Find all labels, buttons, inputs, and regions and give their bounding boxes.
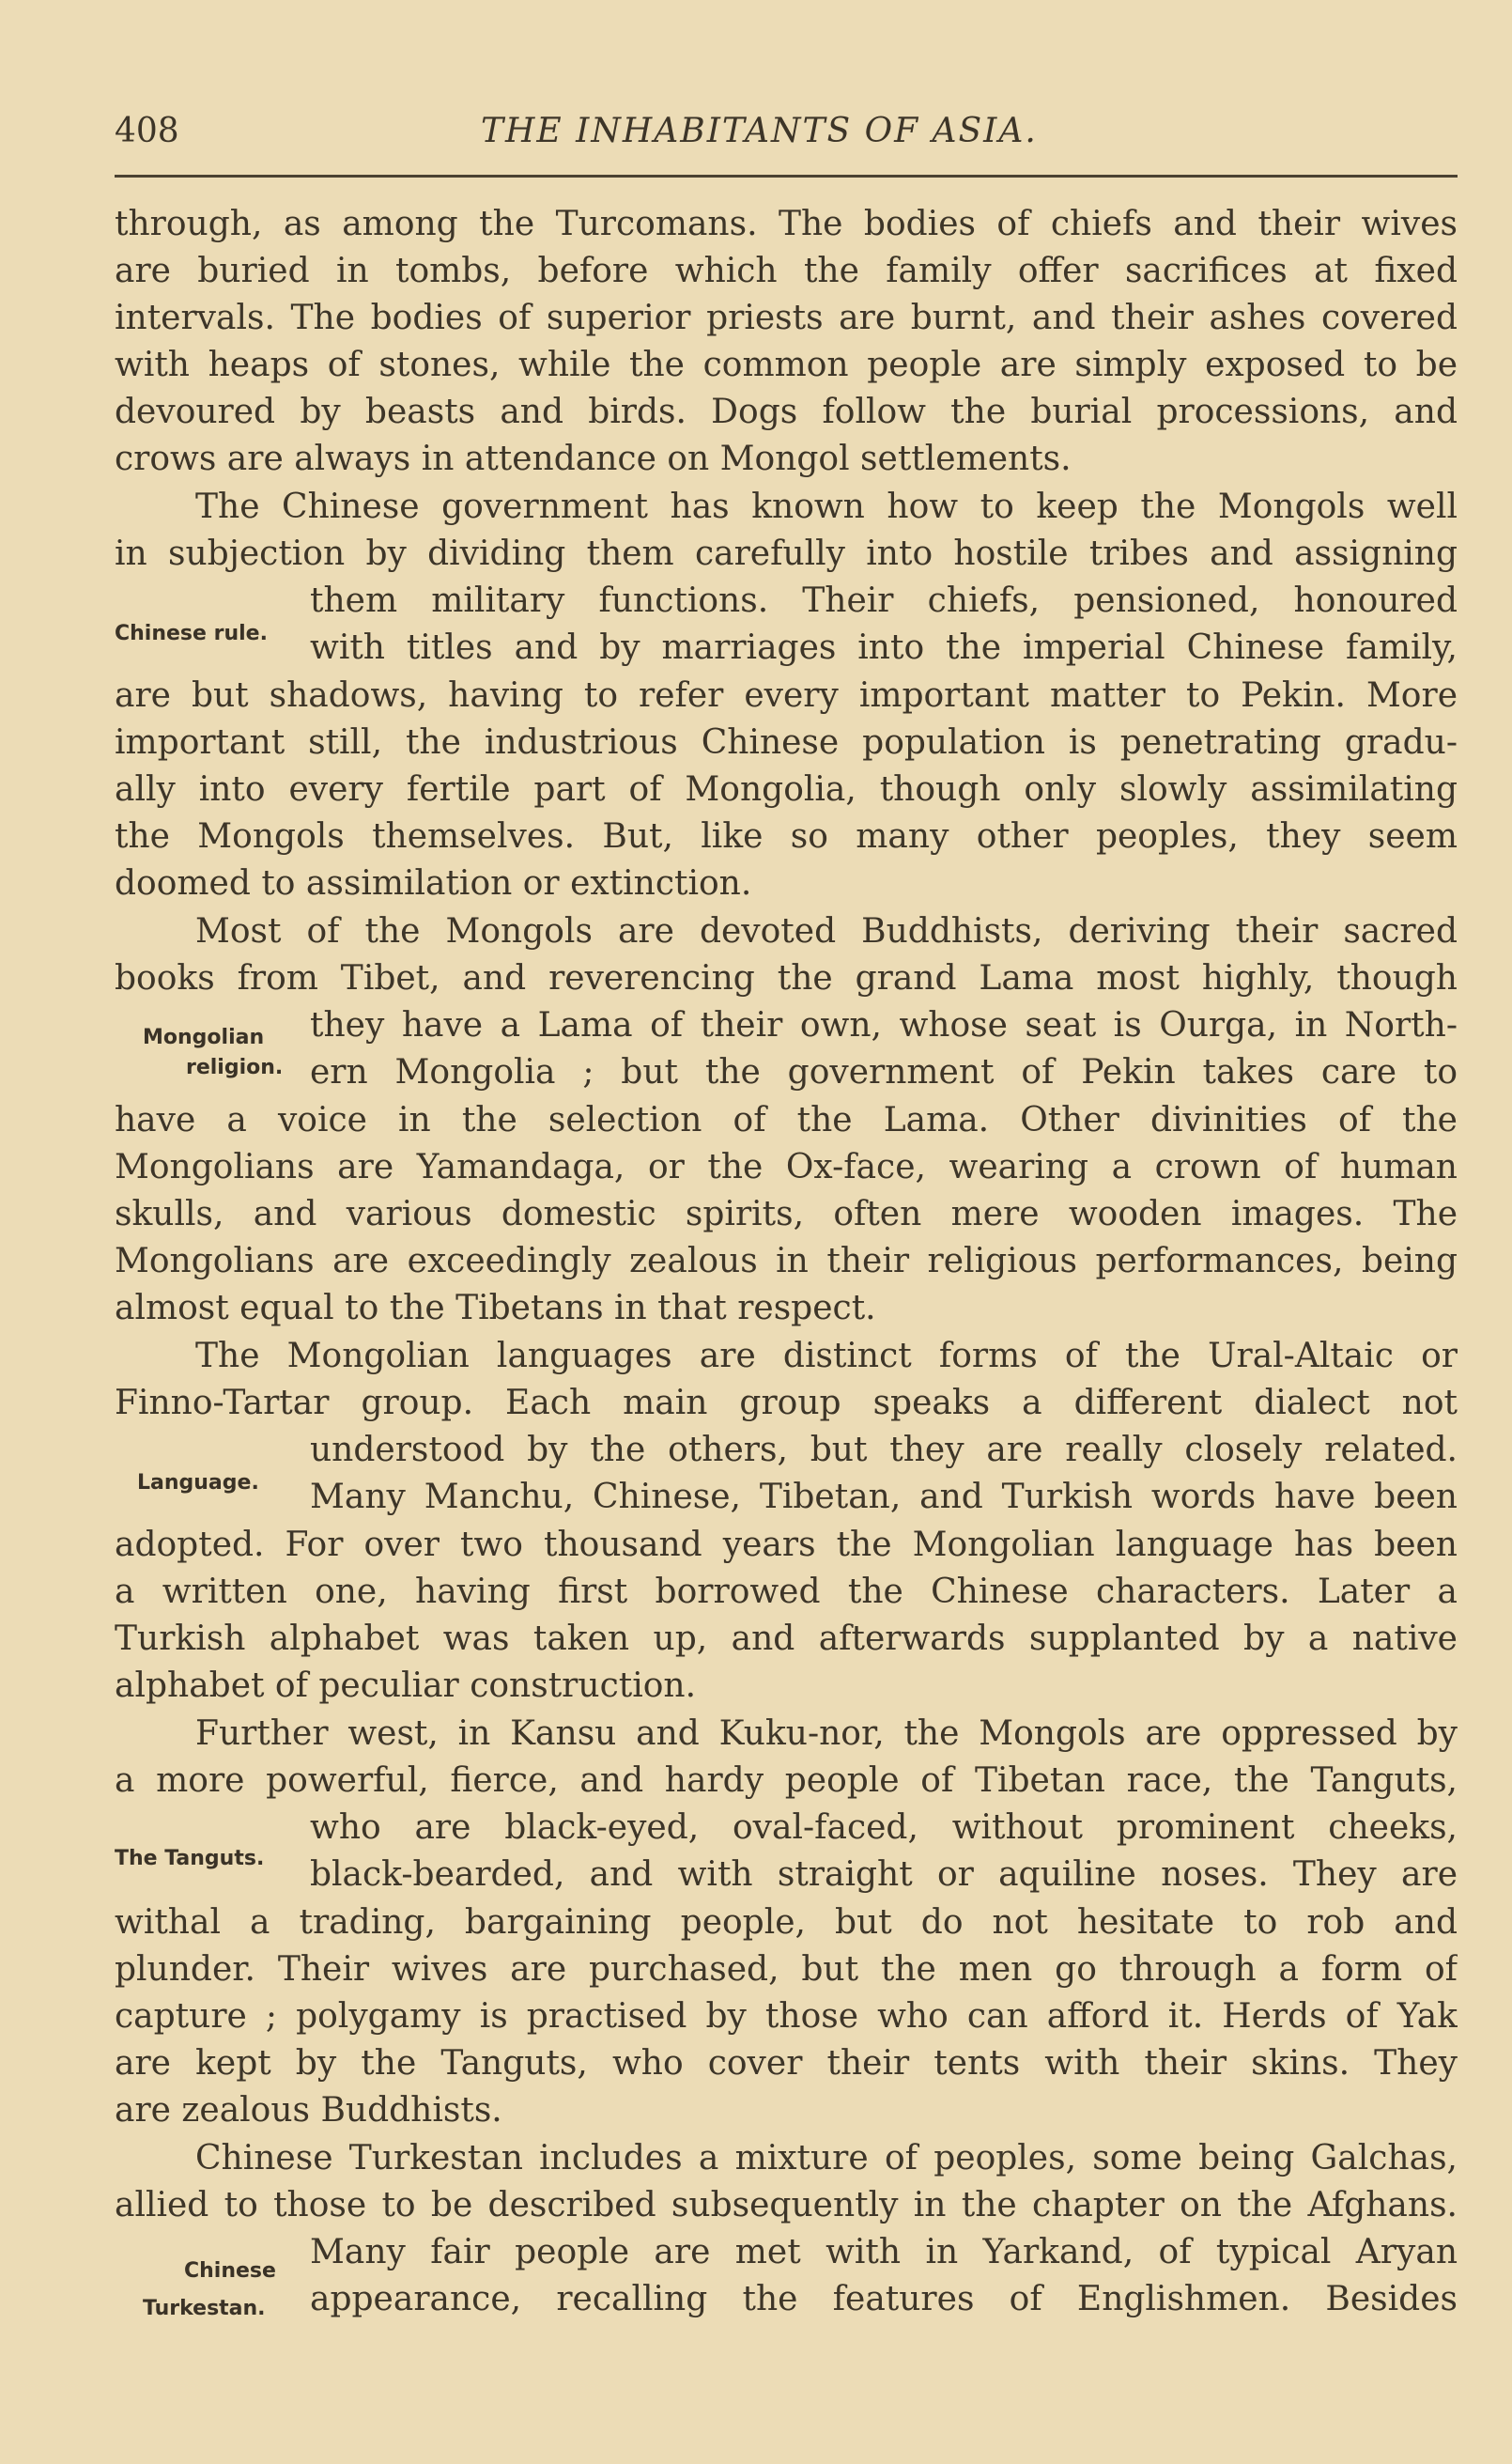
text-line: have a voice in the selection of the Lama. Other divinities of the bbox=[115, 1101, 1458, 1139]
text-line: them military functions. Their chiefs, pensioned, honoured bbox=[310, 581, 1458, 620]
text-line: through, as among the Turcomans. The bodies of chiefs and their wives bbox=[115, 205, 1458, 243]
text-line: important still, the industrious Chinese population is penetrating gradu- bbox=[115, 723, 1458, 762]
text-line: capture ; polygamy is practised by those who can afford it. Herds of Yak bbox=[115, 1997, 1458, 2036]
text-line: Turkish alphabet was taken up, and afterwards supplanted by a native bbox=[115, 1619, 1458, 1658]
text-line: Further west, in Kansu and Kuku-nor, the Mongols are oppressed by bbox=[195, 1714, 1458, 1753]
text-line: Most of the Mongols are devoted Buddhists, deriving their sacred bbox=[195, 912, 1458, 951]
side-note: Language. bbox=[137, 1471, 259, 1495]
text-line: appearance, recalling the features of Englishmen. Besides bbox=[310, 2280, 1458, 2318]
text-line: Chinese Turkestan includes a mixture of peoples, some being Galchas, bbox=[195, 2139, 1458, 2177]
side-note: Chinese bbox=[184, 2259, 276, 2283]
text-line: black-bearded, and with straight or aquiline noses. They are bbox=[310, 1855, 1458, 1894]
text-line: are buried in tombs, before which the family offer sacrifices at fixed bbox=[115, 252, 1458, 290]
text-line: doomed to assimilation or extinction. bbox=[115, 864, 752, 903]
text-line: adopted. For over two thousand years the Mongolian language has been bbox=[115, 1526, 1458, 1564]
text-line: Mongolians are Yamandaga, or the Ox-face, wearing a crown of human bbox=[115, 1148, 1458, 1186]
text-line: withal a trading, bargaining people, but do not hesitate to rob and bbox=[115, 1903, 1458, 1942]
header-rule bbox=[115, 175, 1458, 178]
text-line: ally into every fertile part of Mongolia, though only slowly assimilating bbox=[115, 770, 1458, 809]
text-line: who are black-eyed, oval-faced, without prominent cheeks, bbox=[310, 1808, 1458, 1847]
text-line: are but shadows, having to refer every important matter to Pekin. More bbox=[115, 676, 1458, 715]
side-note: Mongolian bbox=[143, 1026, 265, 1049]
text-line: almost equal to the Tibetans in that respect. bbox=[115, 1289, 876, 1327]
text-line: are zealous Buddhists. bbox=[115, 2091, 502, 2130]
text-line: Finno-Tartar group. Each main group speaks a different dialect not bbox=[115, 1384, 1458, 1422]
page-number: 408 bbox=[115, 112, 179, 150]
text-line: crows are always in attendance on Mongol settlements. bbox=[115, 440, 1072, 478]
side-note: Chinese rule. bbox=[115, 622, 268, 645]
text-line: The Chinese government has known how to keep the Mongols well bbox=[195, 488, 1458, 526]
text-line: intervals. The bodies of superior priests are burnt, and their ashes covered bbox=[115, 299, 1458, 337]
text-line: with titles and by marriages into the imperial Chinese family, bbox=[310, 628, 1458, 667]
side-note: religion. bbox=[186, 1056, 284, 1079]
text-line: understood by the others, but they are really closely related. bbox=[310, 1431, 1458, 1469]
text-line: with heaps of stones, while the common people are simply exposed to be bbox=[115, 346, 1458, 384]
text-line: plunder. Their wives are purchased, but the men go through a form of bbox=[115, 1950, 1458, 1989]
text-line: Many Manchu, Chinese, Tibetan, and Turkish words have been bbox=[310, 1478, 1458, 1516]
text-line: they have a Lama of their own, whose seat is Ourga, in North- bbox=[310, 1006, 1458, 1045]
text-line: the Mongols themselves. But, like so many other peoples, they seem bbox=[115, 817, 1458, 856]
text-line: Many fair people are met with in Yarkand, of typical Aryan bbox=[310, 2233, 1458, 2271]
text-line: skulls, and various domestic spirits, often mere wooden images. The bbox=[115, 1195, 1458, 1233]
text-line: are kept by the Tanguts, who cover their tents with their skins. They bbox=[115, 2044, 1458, 2083]
text-line: Mongolians are exceedingly zealous in their religious performances, being bbox=[115, 1242, 1458, 1280]
text-line: The Mongolian languages are distinct forms of the Ural-Altaic or bbox=[195, 1337, 1458, 1375]
text-line: a written one, having first borrowed the Chinese characters. Later a bbox=[115, 1573, 1458, 1611]
text-line: in subjection by dividing them carefully into hostile tribes and assigning bbox=[115, 535, 1458, 573]
text-line: books from Tibet, and reverencing the grand Lama most highly, though bbox=[115, 959, 1458, 998]
text-line: devoured by beasts and birds. Dogs follow the burial processions, and bbox=[115, 393, 1458, 431]
text-line: allied to those to be described subsequently in the chapter on the Afghans. bbox=[115, 2186, 1458, 2224]
side-note: The Tanguts. bbox=[115, 1847, 265, 1870]
text-line: ern Mongolia ; but the government of Pekin takes care to bbox=[310, 1053, 1458, 1092]
running-title: THE INHABITANTS OF ASIA. bbox=[481, 112, 1038, 150]
side-note: Turkestan. bbox=[143, 2297, 266, 2320]
text-line: a more powerful, fierce, and hardy people of Tibetan race, the Tanguts, bbox=[115, 1761, 1458, 1800]
text-line: alphabet of peculiar construction. bbox=[115, 1666, 697, 1705]
